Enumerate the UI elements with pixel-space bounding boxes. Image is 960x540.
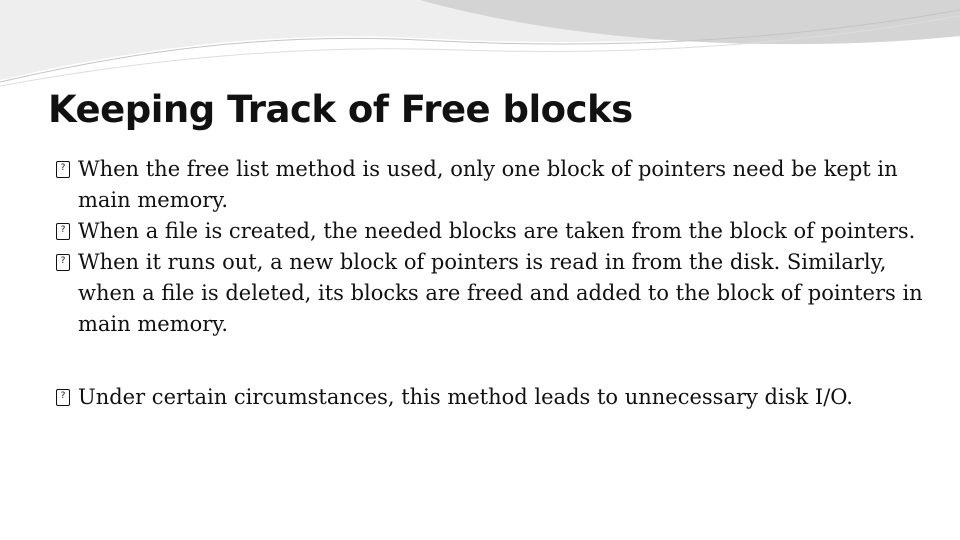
- bullet-item: [56, 154, 936, 216]
- bullet-text: When the free list method is used, only one block of pointers need be kept in main memory.: [78, 157, 898, 212]
- bullet-marker-icon: ?: [56, 254, 70, 271]
- bullet-item: [56, 216, 936, 247]
- bullet-text: Under certain circumstances, this method leads to unnecessary disk I/O.: [78, 385, 853, 409]
- slide-title: Keeping Track of Free blocks: [48, 88, 633, 131]
- bullet-marker-icon: ?: [56, 161, 70, 178]
- bullet-list: [56, 154, 936, 413]
- bullet-text: When it runs out, a new block of pointers is read in from the disk. Similarly, when a file is deleted, its blocks are freed and added to the block of pointers in main memory.: [78, 250, 923, 336]
- bullet-text: When a file is created, the needed blocks are taken from the block of pointers.: [78, 219, 916, 243]
- bullet-marker-icon: ?: [56, 223, 70, 240]
- bullet-item: [56, 247, 936, 340]
- bullet-marker-icon: ?: [56, 389, 70, 406]
- bullet-item: [56, 382, 936, 413]
- header-wave-decoration: [0, 0, 960, 100]
